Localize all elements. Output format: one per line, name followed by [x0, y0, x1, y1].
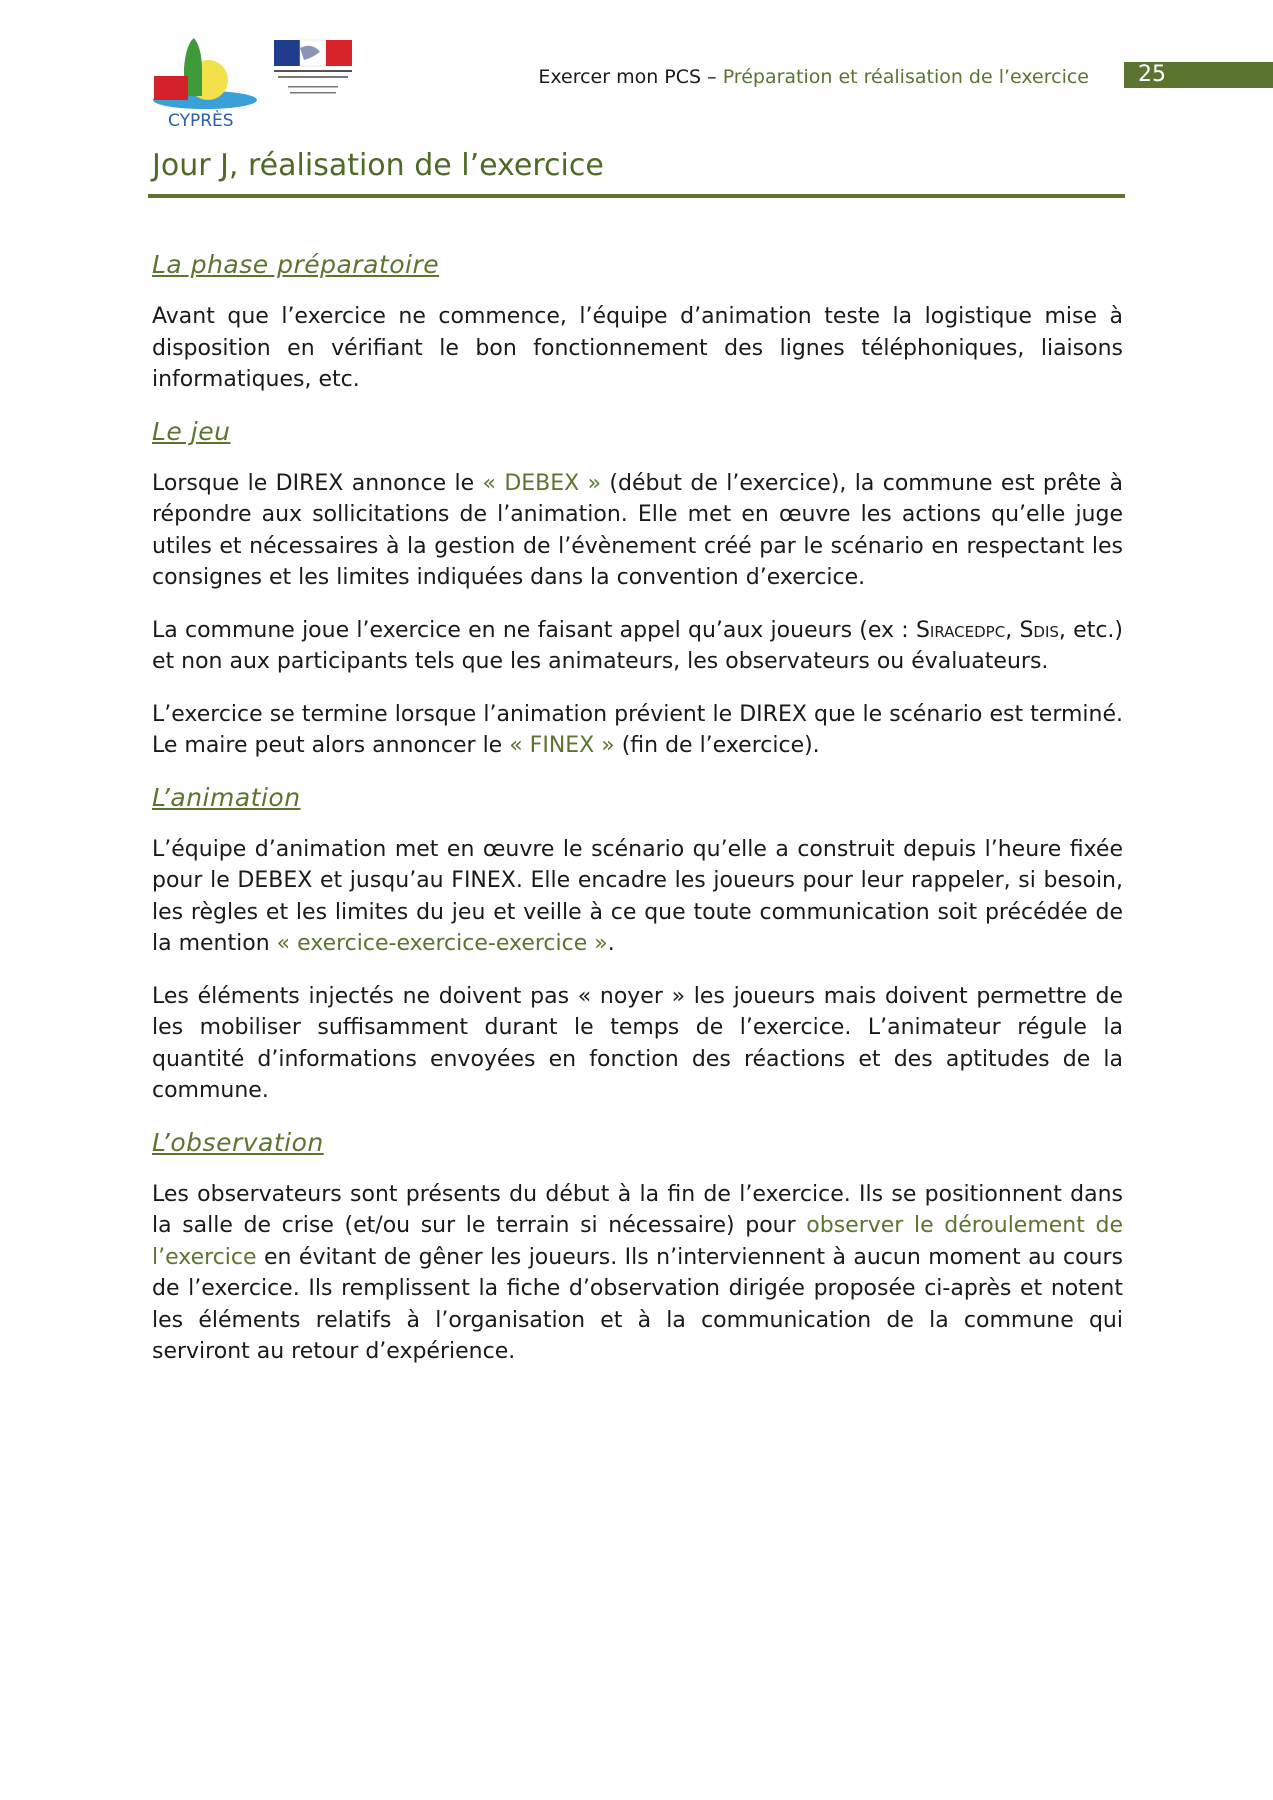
header-separator: – — [701, 66, 723, 88]
text-run: (début de l’exercice), la commune est prête à répondre aux sollicitations de l’animation. Elle met en œuvre les actions qu’elle juge utiles et nécessaires à la gestion de l’évènement créé par le scénario en respectant les consignes et les limites indiquées dans la convention d’exercice. — [152, 470, 1123, 590]
paragraph-animation-2: Les éléments injectés ne doivent pas « noyer » les joueurs mais doivent permettre de les mobiliser suffisamment durant le temps de l’exercice. L’animateur régule la quantité d’informations envoyées en fonction des réactions et des aptitudes de la commune. — [152, 983, 1123, 1103]
running-header — [538, 66, 1089, 88]
paragraph-observation — [152, 1179, 1123, 1368]
text-run: , — [1005, 617, 1020, 643]
sdis-term: Sdis — [1019, 617, 1059, 643]
section-heading-animation: L’animation — [152, 782, 301, 812]
text-run: , etc.) et non aux participants tels que les animateurs, les observateurs ou évaluateurs. — [152, 617, 1123, 674]
text-run: en évitant de gêner les joueurs. Ils n’interviennent à aucun moment au cours de l’exercice. Ils remplissent la fiche d’observation dirigée proposée ci-après et notent les éléments relatifs à l’organisation et à la communication de la commune qui serviront au retour d’expérience. — [152, 1244, 1123, 1364]
paragraph-jeu-2 — [152, 615, 1123, 678]
text-run: L’exercice se termine lorsque l’animation prévient le DIREX que le scénario est terminé. Le maire peut alors annoncer le — [152, 701, 1123, 758]
header-doc-title: Exercer mon PCS — [538, 66, 702, 88]
cypres-logo — [150, 34, 260, 130]
text-run: (fin de l’exercice). — [614, 733, 820, 758]
page-title: Jour J, réalisation de l’exercice — [152, 148, 604, 183]
paragraph-jeu-3 — [152, 699, 1123, 762]
exercice-mention-term: « exercice-exercice-exercice » — [276, 931, 608, 956]
text-run: Les observateurs sont présents du début à la fin de l’exercice. Ils se positionnent dans la salle de crise (et/ou sur le terrain si nécessaire) pour — [152, 1181, 1123, 1238]
svg-text:CYPRÈS: CYPRÈS — [168, 111, 234, 130]
siracedpc-term: Siracedpc — [915, 617, 1006, 643]
text-run: La commune joue l’exercice en ne faisant appel qu’aux joueurs (ex : — [152, 617, 916, 643]
text-run: L’équipe d’animation met en œuvre le scénario qu’elle a construit depuis l’heure fixée pour le DEBEX et jusqu’au FINEX. Elle encadre les joueurs pour leur rappeler, si besoin, les règles et les limites du jeu et veille à ce que toute communication soit précédée de la mention — [152, 836, 1123, 956]
text-run: . — [607, 931, 615, 956]
section-heading-observation: L’observation — [152, 1127, 324, 1157]
page-number: 25 — [1124, 62, 1273, 88]
observer-term: observer le déroulement de l’exercice — [152, 1213, 1123, 1270]
debex-term: « DEBEX » — [482, 470, 602, 496]
paragraph-preparation: Avant que l’exercice ne commence, l’équipe d’animation teste la logistique mise à disposition en vérifiant le bon fonctionnement des lignes téléphoniques, liaisons informatiques, etc. — [152, 304, 1123, 392]
main-content — [152, 250, 1123, 1389]
header-chapter: Préparation et réalisation de l’exercice — [722, 66, 1089, 88]
paragraph-jeu-1 — [152, 468, 1123, 594]
paragraph-animation-1 — [152, 834, 1123, 960]
section-heading-preparation: La phase préparatoire — [152, 250, 440, 279]
republique-francaise-logo — [270, 38, 356, 108]
text-run: Lorsque le DIREX annonce le — [152, 470, 483, 496]
section-heading-jeu: Le jeu — [152, 416, 231, 446]
title-underline — [148, 194, 1125, 198]
finex-term: « FINEX » — [509, 733, 615, 758]
